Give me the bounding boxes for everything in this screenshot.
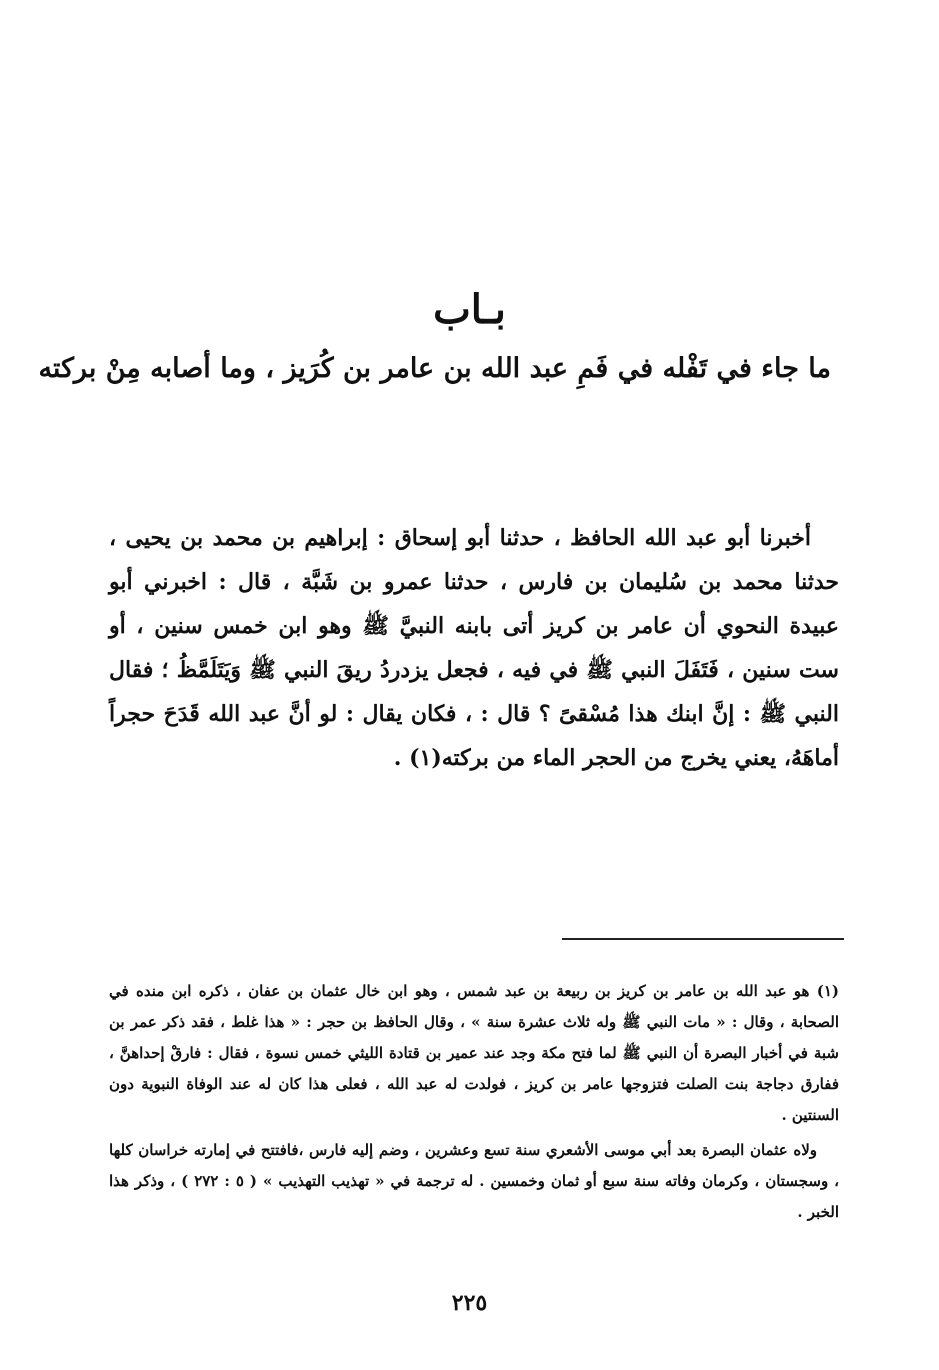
footnotes — [109, 976, 839, 1228]
main-text — [109, 516, 839, 780]
page-number: ٢٢٥ — [451, 1290, 488, 1316]
main-paragraph: أخبرنا أبو عبد الله الحافظ ، حدثنا أبو إسحاق : إبراهيم بن محمد بن يحيى ، حدثنا محمد بن سُليمان بن فارس ، حدثنا عمرو بن شَبَّة ، قال : اخبرني أبو عبيدة النحوي أن عامر بن كريز أتى بابنه النبيَّ ﷺ وهو ابن خمس سنين ، أو ست سنين ، فَتَفَلَ النبي ﷺ في فيه ، فجعل يزدردُ ريقَ النبي ﷺ وَيَتَلَمَّظُ ؛ فقال النبي ﷺ : إنَّ ابنك هذا مُسْقىً ؟ قال : ، فكان يقال : لو أنَّ عبد الله قَدَحَ حجراً أماهَهُ، يعني يخرج من الحجر الماء من بركته(١) . — [109, 525, 839, 771]
footnote-divider — [562, 938, 844, 940]
footnote-1-continuation: ولاه عثمان البصرة بعد أبي موسى الأشعري سنة تسع وعشرين ، وضم إليه فارس ،فافتتح في إمارته خراسان كلها ، وسجستان ، وكرمان وفاته سنة سبع أو ثمان وخمسين . له ترجمة في « تهذيب التهذيب » ( ٥ : ٢٧٢ ) ، وذكر هذا الخبر . — [109, 1141, 840, 1221]
chapter-label: بـاب — [433, 286, 506, 333]
chapter-title: ما جاء في تَفْله في فَمِ عبد الله بن عامر بن كُرَيز ، وما أصابه مِنْ بركته — [38, 353, 831, 384]
footnote-1: (١) هو عبد الله بن عامر بن كريز بن ربيعة بن عبد شمس ، وهو ابن خال عثمان بن عفان ، ذكره ابن منده في الصحابة ، وقال : « مات النبي ﷺ وله ثلاث عشرة سنة » ، وقال الحافظ بن حجر : « هذا غلط ، فقد ذكر عمر بن شبة في أخبار البصرة أن النبي ﷺ لما فتح مكة وجد عند عمير بن قتادة الليثي خمس نسوة ، فقال : فارقْ إحداهنَّ ، ففارق دجاجة بنت الصلت فتزوجها عامر بن كريز ، فولدت له عبد الله ، فعلى هذا كان له عند الوفاة النبوية دون السنتين . — [109, 982, 839, 1124]
